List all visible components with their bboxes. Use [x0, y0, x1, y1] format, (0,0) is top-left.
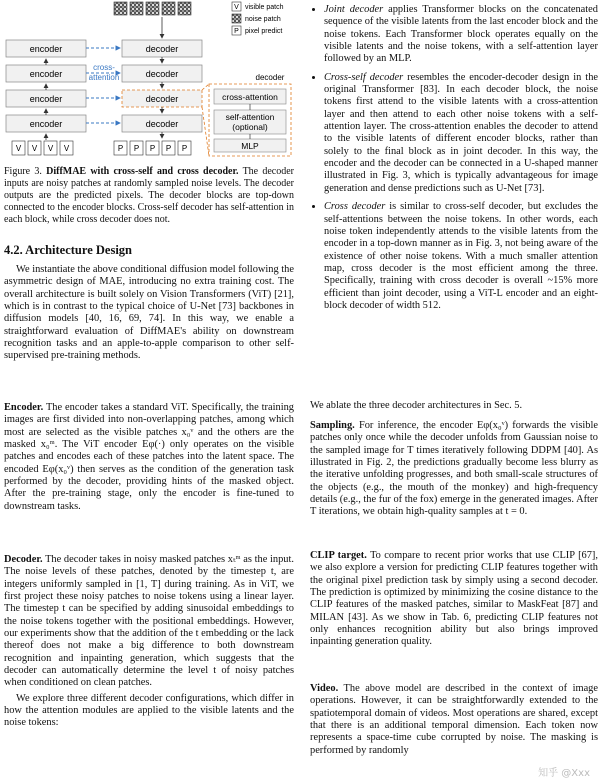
legend-visible-text: visible patch: [245, 4, 284, 11]
detail-optional: (optional): [232, 122, 268, 132]
bullet-joint-decoder: • Joint decoder applies Transformer blocks on the concatenated sequence of the visible latents from the last encoder block and the noise tokens. Each Transformer block operates equally on the visible latents and the noise tokens, with a self-attention layer followed by an MLP.: [324, 4, 598, 66]
encoder-block-1: encoder: [29, 44, 63, 54]
decoder-bullets: [310, 4, 598, 318]
input-tokens: [12, 141, 73, 155]
legend: [232, 2, 284, 35]
sampling-paragraph: Sampling. For inference, the encoder Eφ(x₀ᵛ) forwards the visible patches only once while the decoder unfolds from Gaussian noise to the sampled image for T times iteratively following DDPM [40]. As illustrated in Fig. 2, the predictions gradually become less blurry as the iterative unfolding progresses, and both small-scale structures of the objects (e.g., the mouth of the monkey) and high-frequency details (e.g., the fur of the fox) emerge in the generated images. After T iterations, we obtain high-quality samples at t = 0.: [310, 420, 598, 518]
decoder-block-1: decoder: [145, 44, 179, 54]
legend-predict-text: pixel predict: [245, 28, 283, 35]
encoder-paragraph: Encoder. The encoder takes a standard ViT. Specifically, the training images are first divided into non-overlapping patches, among which most are selected as the visible patches x₀ᵛ and the others are the masked x₀ᵐ. The ViT encoder Eφ(·) only operates on the visible patches and encodes each of these patches into the latent space. The encoded Eφ(x₀ᵛ) then serves as the condition of the generation task performed by the decoder, providing hints of the masked object. After the pre-training stage, only the encoder is fine-tuned to downstream tasks.: [4, 402, 294, 512]
caption-text: The decoder inputs are noisy patches at randomly sampled noise levels. The decoder outputs are the predicted pixels. The decoder blocks are top-down connected to the encoder blocks. Cross-self decoder has self-attention in each block, while cross decoder does not.: [4, 166, 294, 225]
svg-text:P: P: [165, 144, 172, 153]
decoder-head: Decoder.: [4, 554, 43, 565]
caption-title: DiffMAE with cross-self and cross decoder.: [46, 166, 239, 177]
decoder-block-3: decoder: [145, 94, 179, 104]
decoder-block-2: decoder: [145, 69, 179, 79]
intro-paragraph: We instantiate the above conditional diffusion model following the asymmetric design of MAE, introducing no extra training cost. The overall architecture is built solely on Vision Transformers (ViT) [21], which is in contrast to the typical choice of U-Net [73] backbones in diffusion models [40, 16, 69, 74]. In this way, we enable a straightforward evaluation of DiffMAE's ability on downstream recognition tasks and an apple-to-apple comparison to other self-supervised pre-training methods.: [4, 264, 294, 362]
decoder-paragraph-2: We explore three different decoder configurations, which differ in how the attention modules are applied to the visible latents and the noise tokens:: [4, 692, 294, 729]
detail-decoder-label: decoder: [255, 73, 285, 82]
svg-text:P: P: [149, 144, 156, 153]
cross-attention-label-1: cross-: [93, 63, 115, 72]
cross-attention-label-2: attention: [88, 73, 120, 82]
svg-text:V: V: [47, 144, 54, 153]
clip-head: CLIP target.: [310, 550, 367, 561]
encoder-block-2: encoder: [29, 69, 63, 79]
svg-text:V: V: [63, 144, 70, 153]
bullet-cross-decoder: • Cross decoder is similar to cross-self decoder, but excludes the self-attentions between the noise tokens. In other words, each noise token independently attends to the visible latents from the encoder in a top-down manner as in Fig. 3, not being aware of the existence of other noise tokens. With a much smaller attention map, cross decoder is the most efficient among the three. Specifically, training with cross decoder is overall ~15% more efficient than joint decoder, using a ViT-L encoder and an eight-block decoder of width 512.: [324, 201, 598, 312]
sampling-head: Sampling.: [310, 420, 355, 431]
output-tokens: [114, 141, 191, 155]
architecture-diagram: [4, 0, 294, 164]
decoder-paragraph: Decoder. The decoder takes in noisy masked patches xₜᵐ as the input. The noise levels of these patches, denoted by the timestep t, are integers uniformly sampled in [1, T] during training. As in ViT, we first project these noisy patches to noise tokens using a linear layer. The timestep t can be specified by adding sinusoidal embeddings to the noise tokens together with the positional embeddings. However, our experiments show that the addition of the t embedding or the lack thereof does not make a big difference to both downstream recognition and inpainting generation, which suggests that the decoder can automatically determine the level t of noisy patches when conditioned on clean patches. We explore three different decoder configurations, which differ in how the attention modules are applied to the visible latents and the noise tokens:: [4, 554, 294, 729]
detail-self-attention: self-attention: [225, 112, 275, 122]
encoder-head: Encoder.: [4, 402, 44, 413]
svg-text:V: V: [15, 144, 22, 153]
legend-noise-text: noise patch: [245, 16, 281, 23]
svg-text:P: P: [133, 144, 140, 153]
detail-mlp: MLP: [241, 141, 259, 151]
section-heading: 4.2. Architecture Design: [4, 243, 132, 257]
ablate-line: We ablate the three decoder architectures in Sec. 5.: [310, 400, 523, 411]
svg-text:P: P: [117, 144, 124, 153]
decoder-block-4: decoder: [145, 119, 179, 129]
caption-label: Figure 3.: [4, 166, 42, 177]
svg-text:P: P: [181, 144, 188, 153]
video-head: Video.: [310, 683, 339, 694]
detail-cross-attention: cross-attention: [222, 92, 278, 102]
legend-key-predict: P: [234, 28, 239, 35]
encoder-block-4: encoder: [29, 119, 63, 129]
noise-patches-top: [114, 2, 191, 15]
legend-key-visible: V: [234, 4, 239, 11]
clip-paragraph: CLIP target. To compare to recent prior works that use CLIP [67], we also explore a version for predicting CLIP features together with the original pixel prediction task by simply using a second decoder. The prediction is optimized by minimizing the cosine distance to the CLIP features of the masked patches, similar to MaskFeat [87] and MILAN [43]. As we show in Tab. 6, predicting CLIP features not only enhances recognition ability but also brings improved inpainting generation quality.: [310, 550, 598, 648]
encoder-block-3: encoder: [29, 94, 63, 104]
figure-caption: [4, 166, 294, 226]
watermark: 知乎 @Xxx: [538, 768, 590, 779]
svg-text:V: V: [31, 144, 38, 153]
bullet-cross-self-decoder: • Cross-self decoder resembles the encoder-decoder design in the original Transformer [83]. In each decoder block, the noise tokens first attend to the visible latents with a cross-attention layer and then attend to each other noise tokens with a self-attention layer. The cross-attention enables the decoder to attend to the visible latents of different encoder blocks, rather than solely to the final block as in joint decoder. In this way, the encoder and the decoder can be connected in a U-shaped manner illustrated in Fig. 3, which is typically advantageous for image generation and dense predictions such as U-Net [73].: [324, 72, 598, 195]
video-paragraph: Video. The above model are described in the context of image operations. However, it can be straightforwardly extended to the spatiotemporal domain of videos. Most operations are shared, except that there is an additional temporal dimension. Each token now represents a space-time cube corrupted by noise. The masking is performed by randomly: [310, 683, 598, 756]
